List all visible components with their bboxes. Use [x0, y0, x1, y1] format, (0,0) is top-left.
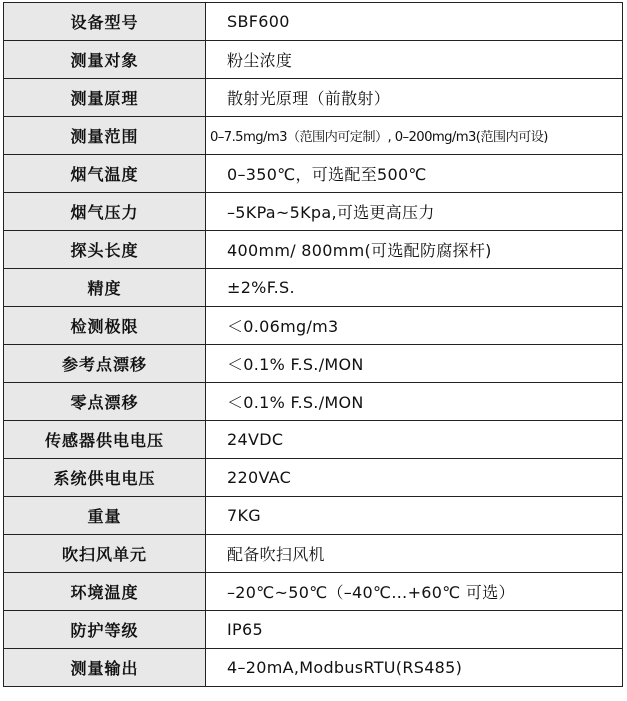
row-value: 4–20mA,ModbusRTU(RS485): [206, 649, 623, 687]
table-row: [4, 421, 623, 459]
table-row: [4, 79, 623, 117]
spec-table: [3, 2, 623, 687]
table-row: [4, 345, 623, 383]
row-label: 参考点漂移: [4, 345, 206, 383]
row-value: 7KG: [206, 497, 623, 535]
table-row: [4, 3, 623, 41]
row-value: ＜0.1% F.S./MON: [206, 383, 623, 421]
row-label: 测量原理: [4, 79, 206, 117]
row-value: IP65: [206, 611, 623, 649]
row-value: SBF600: [206, 3, 623, 41]
row-value: 400mm/ 800mm(可选配防腐探杆): [206, 231, 623, 269]
row-label: 测量对象: [4, 41, 206, 79]
row-label: 重量: [4, 497, 206, 535]
table-row: [4, 269, 623, 307]
row-label: 吹扫风单元: [4, 535, 206, 573]
row-label: 测量输出: [4, 649, 206, 687]
row-label: 环境温度: [4, 573, 206, 611]
row-value: 配备吹扫风机: [206, 535, 623, 573]
row-value: 0–350℃，可选配至500℃: [206, 155, 623, 193]
table-row: [4, 611, 623, 649]
table-row: [4, 573, 623, 611]
table-row: [4, 535, 623, 573]
row-value: ±2%F.S.: [206, 269, 623, 307]
row-value: –20℃~50℃（–40℃…+60℃ 可选）: [206, 573, 623, 611]
table-row: [4, 649, 623, 687]
row-value: ＜0.06mg/m3: [206, 307, 623, 345]
row-label: 烟气温度: [4, 155, 206, 193]
row-label: 防护等级: [4, 611, 206, 649]
row-label: 零点漂移: [4, 383, 206, 421]
row-label: 检测极限: [4, 307, 206, 345]
row-label: 传感器供电电压: [4, 421, 206, 459]
row-value: 散射光原理（前散射）: [206, 79, 623, 117]
row-label: 设备型号: [4, 3, 206, 41]
row-value: ＜0.1% F.S./MON: [206, 345, 623, 383]
table-row: [4, 383, 623, 421]
table-row: [4, 193, 623, 231]
table-row: [4, 459, 623, 497]
row-label: 探头长度: [4, 231, 206, 269]
table-row: [4, 231, 623, 269]
table-row: [4, 117, 623, 155]
row-value: –5KPa~5Kpa,可选更高压力: [206, 193, 623, 231]
row-label: 系统供电电压: [4, 459, 206, 497]
row-value: 粉尘浓度: [206, 41, 623, 79]
table-row: [4, 307, 623, 345]
row-value: 24VDC: [206, 421, 623, 459]
row-label: 精度: [4, 269, 206, 307]
table-row: [4, 155, 623, 193]
row-value: 220VAC: [206, 459, 623, 497]
table-row: [4, 497, 623, 535]
row-label: 测量范围: [4, 117, 206, 155]
row-value: 0–7.5mg/m3（范围内可定制）, 0–200mg/m3(范围内可设): [206, 117, 623, 155]
table-row: [4, 41, 623, 79]
row-label: 烟气压力: [4, 193, 206, 231]
